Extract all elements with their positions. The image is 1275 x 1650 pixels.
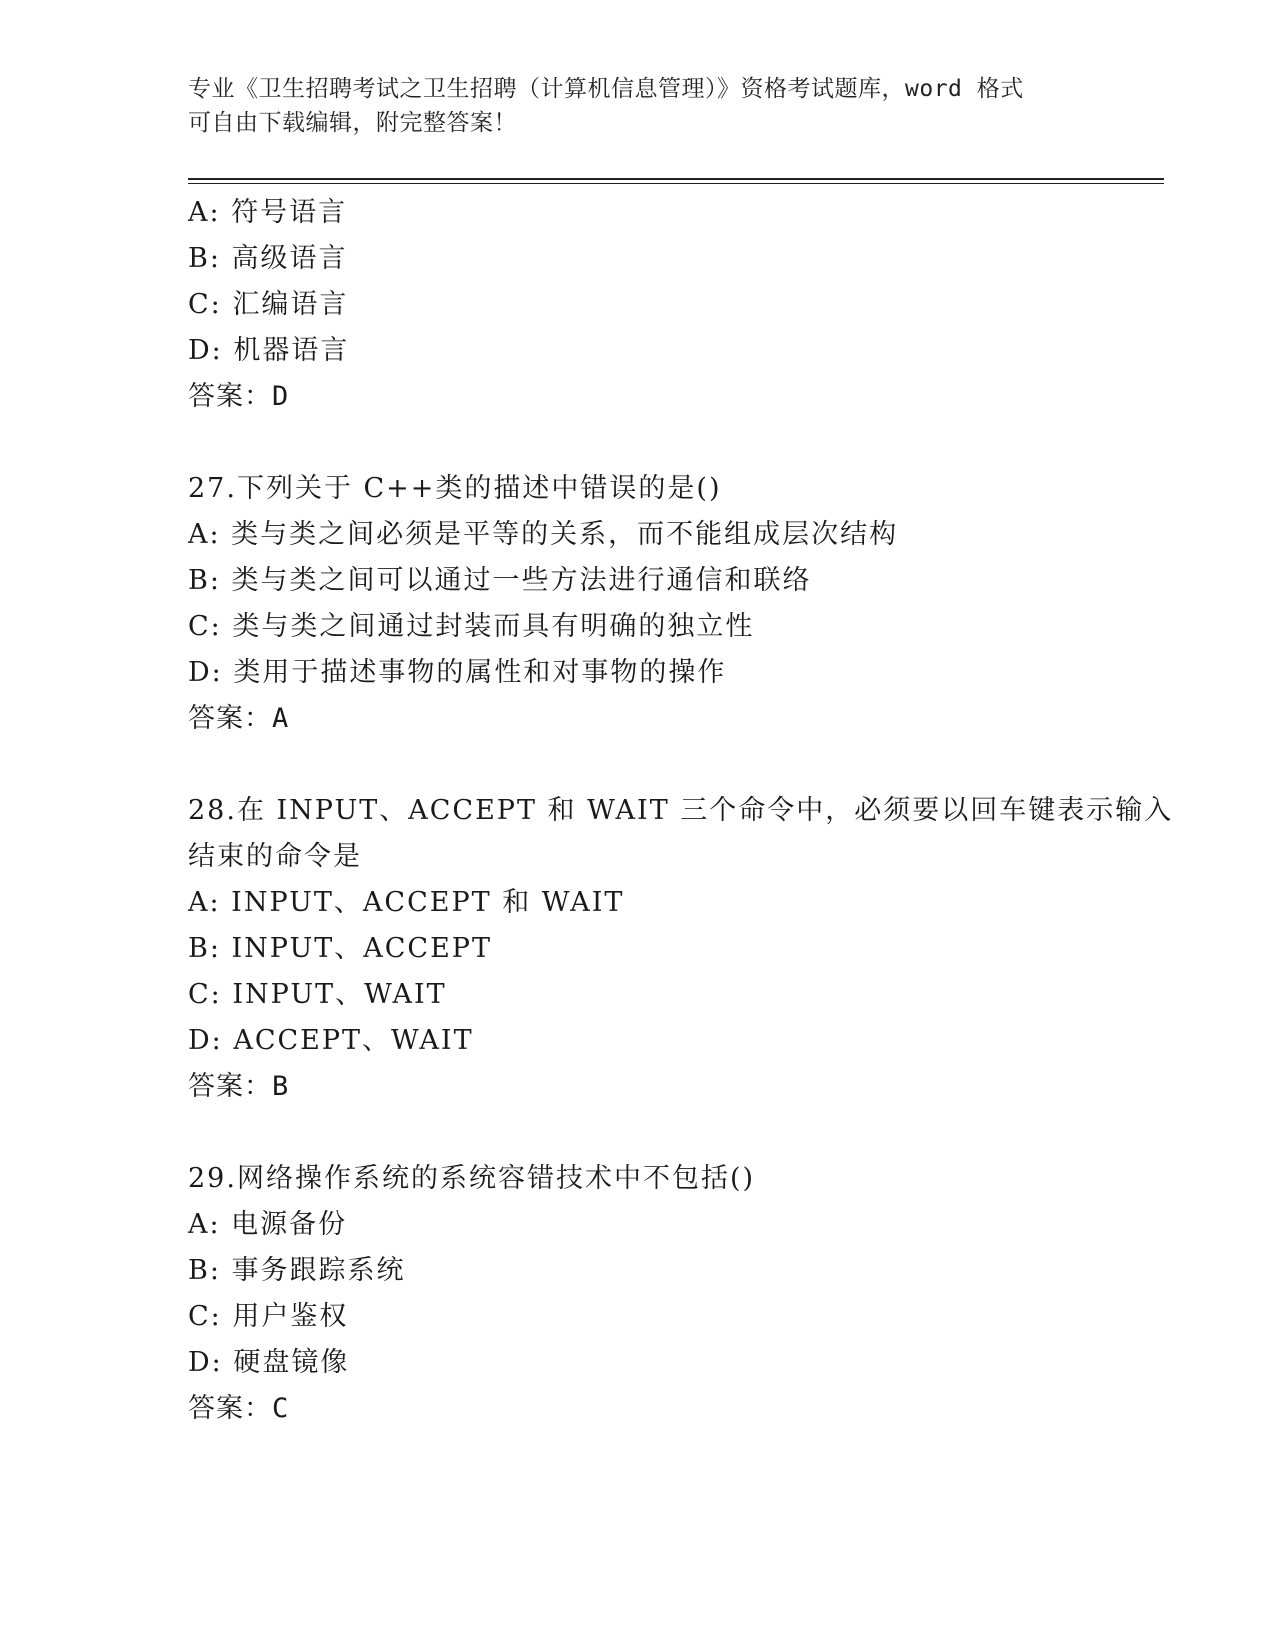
question-27-block: [188, 466, 1088, 742]
option-c: C: 用户鉴权: [188, 1301, 349, 1332]
header-line-1: 专业《卫生招聘考试之卫生招聘（计算机信息管理）》资格考试题库，word 格式: [188, 76, 1024, 102]
option-b: B: 类与类之间可以通过一些方法进行通信和联络: [188, 565, 812, 596]
answer-text: 答案：C: [188, 1393, 290, 1424]
option-a: A: 类与类之间必须是平等的关系，而不能组成层次结构: [188, 519, 899, 550]
option-d: D: ACCEPT、WAIT: [188, 1025, 474, 1056]
question-29-block: [188, 1156, 1088, 1432]
spacer: [188, 1110, 1088, 1156]
answer-text: 答案：B: [188, 1071, 290, 1102]
question-text-line-1: 28.在 INPUT、ACCEPT 和 WAIT 三个命令中，必须要以回车键表示输入: [188, 795, 1174, 826]
document-header: [188, 72, 1088, 140]
option-b: B: 高级语言: [188, 243, 348, 274]
option-c: C: 类与类之间通过封装而具有明确的独立性: [188, 611, 755, 642]
header-line-2: 可自由下载编辑，附完整答案！: [188, 110, 517, 136]
question-28-block: [188, 788, 1174, 1110]
option-d: D: 类用于描述事物的属性和对事物的操作: [188, 657, 727, 688]
question-list: [188, 190, 1174, 1432]
option-a: A: INPUT、ACCEPT 和 WAIT: [188, 887, 625, 918]
header-divider-thick: [188, 178, 1164, 180]
question-text-line-2: 结束的命令是: [188, 841, 362, 872]
option-c: C: INPUT、WAIT: [188, 979, 447, 1010]
header-divider-thin: [188, 183, 1164, 184]
option-d: D: 硬盘镜像: [188, 1347, 350, 1378]
option-c: C: 汇编语言: [188, 289, 349, 320]
option-b: B: 事务跟踪系统: [188, 1255, 406, 1286]
spacer: [188, 420, 1088, 466]
answer-text: 答案：A: [188, 703, 290, 734]
question-text: 27.下列关于 C++类的描述中错误的是(): [188, 473, 722, 504]
option-b: B: INPUT、ACCEPT: [188, 933, 492, 964]
option-a: A: 符号语言: [188, 197, 348, 228]
spacer: [188, 742, 1088, 788]
answer-text: 答案：D: [188, 381, 290, 412]
question-text: 29.网络操作系统的系统容错技术中不包括(): [188, 1163, 756, 1194]
option-a: A: 电源备份: [188, 1209, 348, 1240]
option-d: D: 机器语言: [188, 335, 350, 366]
question-26-block: [188, 190, 1088, 420]
